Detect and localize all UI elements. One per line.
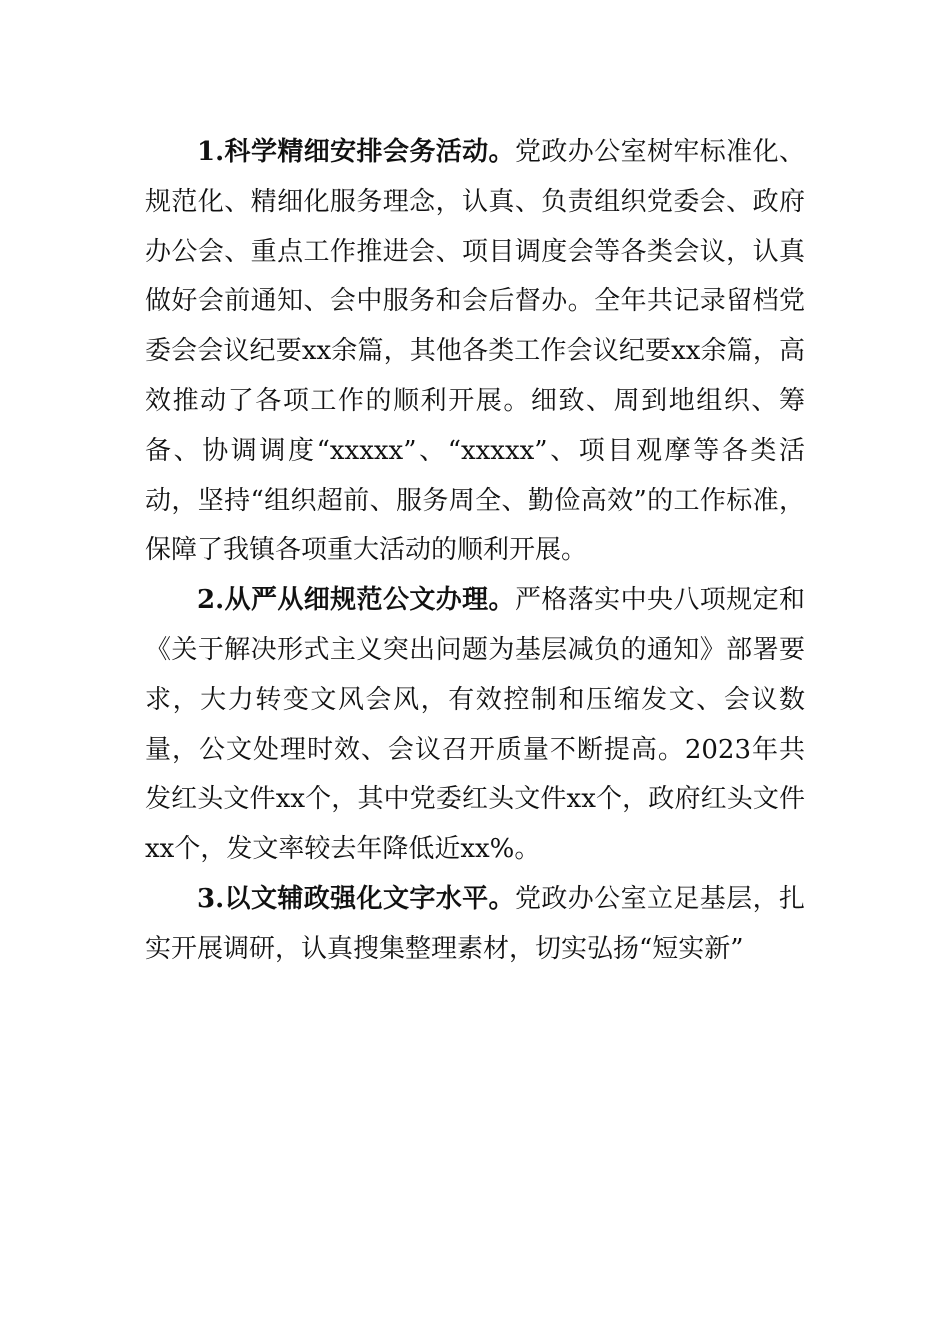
document-body — [145, 128, 805, 975]
paragraph-heading: 2.从严从细规范公文办理。 — [197, 585, 515, 616]
paragraph-writing-level — [145, 875, 805, 975]
paragraph-meeting-affairs — [145, 128, 805, 576]
paragraph-heading: 1.科学精细安排会务活动。 — [197, 137, 515, 167]
paragraph-text: 党政办公室树牢标准化、规范化、精细化服务理念，认真、负责组织党委会、政府办公会、重点工作推进会、项目调度会等各类会议，认真做好会前通知、会中服务和会后督办。全年共记录留档党委会会议纪要xx余篇，其他各类工作会议纪要xx余篇，高效推动了各项工作的顺利开展。细致、周到地组织、筹备、协调调度“xxxxx”、“xxxxx”、项目观摩等各类活动，坚持“组织超前、服务周全、勤俭高效”的工作标准，保障了我镇各项重大活动的顺利开展。 — [145, 137, 805, 566]
paragraph-document-handling — [145, 576, 805, 875]
paragraph-heading: 3.以文辅政强化文字水平。 — [197, 883, 515, 914]
paragraph-text: 严格落实中央八项规定和《关于解决形式主义突出问题为基层减负的通知》部署要求，大力转变文风会风，有效控制和压缩发文、会议数量，公文处理时效、会议召开质量不断提高。2023年共发红头文件xx个，其中党委红头文件xx个，政府红头文件xx个，发文率较去年降低近xx%。 — [145, 585, 805, 865]
paragraph-text: 党政办公室立足基层，扎实开展调研，认真搜集整理素材，切实弘扬“短实新” — [145, 883, 805, 964]
